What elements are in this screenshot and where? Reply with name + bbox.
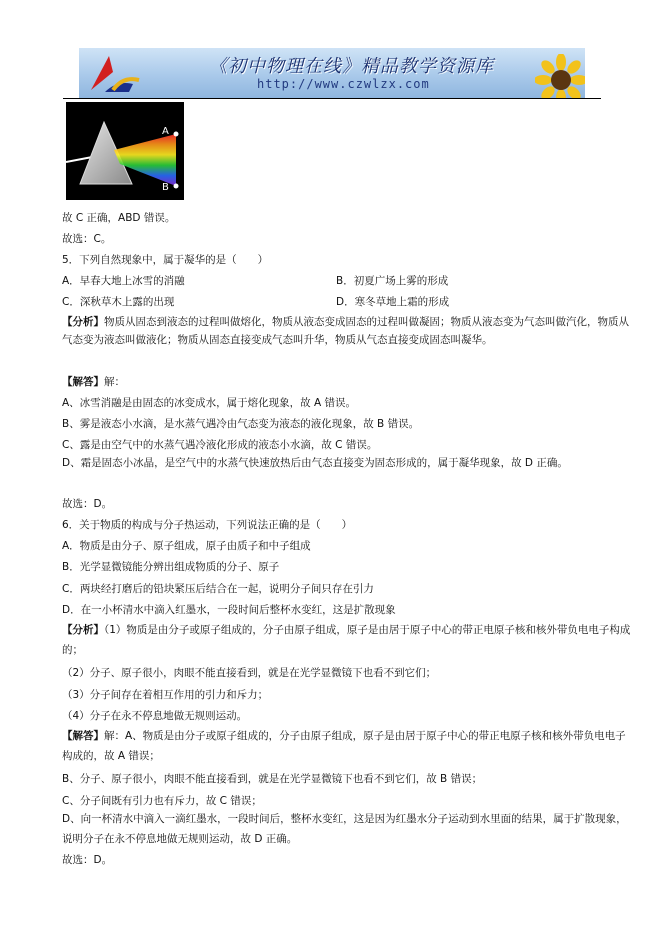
label-a: A [162,126,169,137]
q6-solution-b: B、分子、原子很小，肉眼不能直接看到，就是在光学显微镜下也看不到它们，故 B 错误； [62,773,483,785]
banner-title: 《初中物理在线》精品教学资源库 [209,56,494,77]
q5-solution-d: D、霜是固态小冰晶，是空气中的水蒸气快速放热后由气态直接变为固态形成的，属于凝华现象，故 D 正确。 [62,457,568,469]
banner-url: http://www.czwlzx.com [257,77,430,91]
q5-option-b: B．初夏广场上雾的形成 [336,275,449,287]
prism-figure [66,102,184,200]
q5-stem: 5．下列自然现象中，属于凝华的是（ ） [62,254,269,266]
q5-analysis-text: 物质从固态到液态的过程叫做熔化，物质从液态变成固态的过程叫做凝固；物质从液态变为气态叫做汽化，物质从气态变为液态叫做液化；物质从固态直接变成气态叫升华，物质从气态直接变成固态叫凝华。 [62,316,629,346]
q6-analysis-tag: 【分析】 [62,624,104,636]
sunflower-icon [535,54,585,98]
q5-option-c: C．深秋草木上露的出现 [62,296,175,308]
q6-answer: 故选：D。 [62,854,113,866]
q6-option-a: A．物质是由分子、原子组成，原子由质子和中子组成 [62,540,311,552]
q6-solution-a-text: 解：A、物质是由分子或原子组成的，分子由原子组成，原子是由居于原子中心的带正电原子核和核外带负电电子构成的，故 A 错误； [62,730,626,762]
q5-solution-a: A、冰雪消融是由固态的冰变成水，属于熔化现象，故 A 错误。 [62,397,357,409]
q4-answer: 故选：C。 [62,233,112,245]
q5-analysis-tag: 【分析】 [62,316,104,328]
q6-analysis-3: （3）分子间存在着相互作用的引力和斥力； [62,689,269,701]
q6-analysis-4: （4）分子在永不停息地做无规则运动。 [62,710,248,722]
q5-solution-c: C、露是由空气中的水蒸气遇冷液化形成的液态小水滴，故 C 错误。 [62,439,378,451]
q5-option-d: D．寒冬草地上霜的形成 [336,296,450,308]
label-b: B [162,182,169,193]
q6-stem: 6．关于物质的构成与分子热运动，下列说法正确的是（ ） [62,519,353,531]
q5-solution-intro: 解： [104,376,125,388]
q5-solution-b: B、雾是液态小水滴，是水蒸气遇冷由气态变为液态的液化现象，故 B 错误。 [62,418,420,430]
q6-solution-tag: 【解答】 [62,730,104,742]
q6-option-b: B．光学显微镜能分辨出组成物质的分子、原子 [62,561,280,573]
q6-solution-c: C、分子间既有引力也有斥力，故 C 错误； [62,795,262,807]
q6-analysis-1 [62,620,632,660]
q5-analysis [62,313,632,349]
q6-analysis-1-text: （1）物质是由分子或原子组成的，分子由原子组成，原子是由居于原子中心的带正电原子核和核外带负电电子构成的； [62,624,631,656]
q6-analysis-2: （2）分子、原子很小，肉眼不能直接看到，就是在光学显微镜下也看不到它们； [62,667,437,679]
site-logo-icon [83,50,143,96]
q5-option-a: A．早春大地上冰雪的消融 [62,275,185,287]
q4-conclusion: 故 C 正确，ABD 错误。 [62,212,176,224]
prism-dispersion-diagram [66,102,184,200]
header-rule [63,98,601,99]
q6-option-c: C．两块经打磨后的铅块紧压后结合在一起，说明分子间只存在引力 [62,583,374,595]
q5-solution-header [62,374,125,389]
q5-solution-tag: 【解答】 [62,376,104,388]
q5-answer: 故选：D。 [62,498,113,510]
q6-solution-a [62,726,632,766]
q6-solution-d: D、向一杯清水中滴入一滴红墨水，一段时间后，整杯水变红，这是因为红墨水分子运动到水里面的结果，属于扩散现象，说明分子在永不停息地做无规则运动，故 D 正确。 [62,813,627,845]
q6-option-d: D．在一小杯清水中滴入红墨水，一段时间后整杯水变红，这是扩散现象 [62,604,396,616]
header-banner [79,48,585,98]
